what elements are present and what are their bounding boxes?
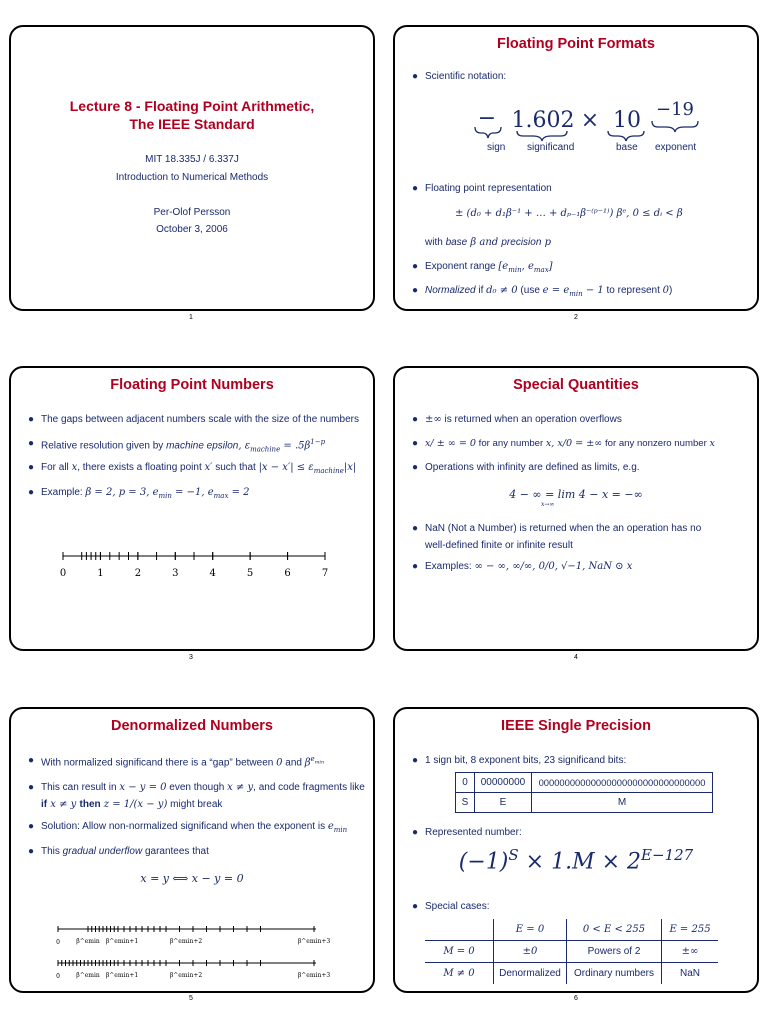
sc-header-e0: E = 0 [494, 919, 567, 941]
precision-line: with base β and precision p [425, 237, 551, 248]
sc-cell: ±0 [494, 941, 567, 963]
slide-title [11, 97, 373, 133]
bullet-problem: ● This can result in x − y = 0 even though x ≠ y, and code fragments like if x ≠ y then z = 1/(x − y) might break [28, 782, 365, 810]
axis-label-2: 2 [134, 568, 142, 579]
bullet-represented: ● Represented number: [412, 827, 522, 838]
axis-label-emin3: β^emin+3 [297, 938, 331, 945]
denormal-number-lines [46, 921, 346, 991]
bullet-fp-representation: ● Floating point representation [412, 183, 552, 194]
sc-header-e255: E = 255 [662, 919, 719, 941]
limit-formula: 4 − ∞ = lim 4 − x = −∞ [509, 488, 643, 501]
axis-label-emin3-b: β^emin+3 [297, 972, 331, 979]
page-number: 3 [189, 654, 193, 661]
slide-title: Denormalized Numbers [111, 718, 273, 734]
bit-exponent: 00000000 [475, 773, 532, 793]
sc-header-mid: 0 < E < 255 [567, 919, 662, 941]
bullet-gradual-underflow: ● This gradual underflow garantees that [28, 846, 209, 857]
slide-1 [9, 25, 375, 311]
table-row [425, 941, 718, 963]
bullet-scientific: ● Scientific notation: [412, 71, 507, 82]
sc-cell: NaN [662, 963, 719, 985]
slide-title: IEEE Single Precision [501, 718, 651, 734]
axis-label-6: 6 [284, 568, 291, 579]
axis-label-0-b: 0 [56, 973, 60, 980]
sc-row-mnot0: M ≠ 0 [443, 968, 475, 979]
field-m: M [532, 793, 713, 813]
title-line-1: Lecture 8 - Floating Point Arithmetic, [69, 98, 315, 114]
sci-significand: 1.602 [511, 108, 575, 133]
axis-label-emin: β^emin [76, 938, 100, 945]
bullet-machine-epsilon: ● Relative resolution given by machine epsilon, $\varepsilon_{machine} = .5\beta^{1-p}$ [28, 438, 326, 454]
bullet-overflow: ● ±∞ is returned when an operation overflows [412, 414, 622, 425]
axis-label-emin1-b: β^emin+1 [105, 972, 139, 979]
bullet-gaps: ● The gaps between adjacent numbers scale with the size of the numbers [28, 414, 359, 425]
bullet-nan: ● NaN (Not a Number) is returned when the an operation has no well-defined finite or infinite result [412, 523, 702, 551]
bullet-bits: ● 1 sign bit, 8 exponent bits, 23 significand bits: [412, 755, 627, 766]
bullet-gap: ● With normalized significand there is a “gap” between 0 and $\beta^{e_{min}}$ [28, 755, 325, 769]
bullet-solution: ● Solution: Allow non-normalized significand when the exponent is $e_{min}$ [28, 821, 348, 834]
bullet-special-cases: ● Special cases: [412, 901, 490, 912]
slide-title: Floating Point Formats [497, 36, 655, 52]
axis-label-emin2: β^emin+2 [169, 938, 203, 945]
axis-label-7: 7 [321, 568, 329, 579]
axis-label-emin-b: β^emin [76, 972, 100, 979]
slide-title: Special Quantities [513, 377, 639, 393]
field-e: E [475, 793, 532, 813]
bullet-division: ● x/ ± ∞ = 0 for any number x, x/0 = ±∞ for any nonzero number x [412, 438, 715, 449]
axis-label-emin1: β^emin+1 [105, 938, 139, 945]
sci-sign: − [477, 106, 497, 131]
axis-label-4: 4 [209, 568, 216, 579]
bit-sign: 0 [456, 773, 475, 793]
axis-label-0: 0 [59, 568, 67, 579]
table-row [456, 793, 713, 813]
sc-cell: Denormalized [494, 963, 567, 985]
title-line-2: The IEEE Standard [129, 116, 255, 132]
bit-mantissa: 00000000000000000000000000000000 [532, 773, 713, 793]
page-number: 1 [189, 314, 193, 321]
special-cases-table [425, 919, 718, 984]
page-number: 5 [189, 995, 193, 1002]
label-significand: significand [527, 142, 575, 153]
course-name: Introduction to Numerical Methods [115, 172, 269, 183]
bullet-limits: ● Operations with infinity are defined as limits, e.g. [412, 462, 640, 473]
sci-base: 10 [613, 108, 641, 133]
number-line [51, 548, 341, 588]
limit-subscript: x→∞ [541, 501, 555, 508]
sc-row-m0: M = 0 [443, 946, 475, 957]
table-row [456, 773, 713, 793]
slide-title: Floating Point Numbers [110, 377, 274, 393]
field-s: S [456, 793, 475, 813]
slide-5 [9, 707, 375, 993]
course-number: MIT 18.335J / 6.337J [145, 154, 239, 165]
represented-formula: $(-1)^S \times 1.M \times 2^{E-127}$ [458, 846, 694, 875]
sc-cell: Powers of 2 [567, 941, 662, 963]
table-row [425, 963, 718, 985]
brace-exponent [652, 121, 698, 132]
bit-layout-table [455, 772, 713, 813]
axis-label-3: 3 [172, 568, 179, 579]
equivalence-formula: x = y ⟺ x − y = 0 [140, 872, 244, 885]
slide-2 [393, 25, 759, 311]
label-sign: sign [487, 142, 506, 153]
page-number: 4 [574, 654, 578, 661]
axis-label-5: 5 [246, 568, 254, 579]
axis-label-1: 1 [97, 568, 104, 579]
sci-exponent: −19 [656, 99, 694, 120]
table-row [425, 919, 718, 941]
page-number: 2 [574, 314, 578, 321]
slide-3 [9, 366, 375, 651]
bullet-examples: ● Examples: ∞ − ∞, ∞/∞, 0/0, √−1, NaN ⊙ x [412, 561, 633, 572]
slide-6 [393, 707, 759, 993]
sci-times: × [580, 108, 600, 133]
page-number: 6 [574, 995, 578, 1002]
label-exponent: exponent [655, 142, 697, 153]
axis-label-0: 0 [56, 939, 60, 946]
sc-cell: ±∞ [662, 941, 719, 963]
bullet-normalized: ● Normalized if d₀ ≠ 0 (use $e = e_{min} - 1$ to represent 0) [412, 285, 673, 298]
fp-formula: ± (d₀ + d₁β⁻¹ + … + dₚ₋₁β⁻⁽ᵖ⁻¹⁾) βᵉ, 0 ≤ dᵢ < β [455, 208, 683, 219]
label-base: base [616, 142, 638, 153]
bullet-example: ● Example: β = 2, p = 3, $e_{min} = -1$, $e_{max} = 2$ [28, 487, 250, 500]
date: October 3, 2006 [156, 224, 228, 235]
bullet-exponent-range: ● Exponent range [$e_{min}$, $e_{max}$] [412, 261, 553, 274]
author: Per-Olof Persson [153, 207, 231, 218]
axis-label-emin2-b: β^emin+2 [169, 972, 203, 979]
bullet-existence: ● For all x, there exists a floating point x′ such that $|x - x'| \le \varepsilon_{machine}|x|$ [28, 462, 357, 475]
slide-4 [393, 366, 759, 651]
sc-cell: Ordinary numbers [567, 963, 662, 985]
sc-header-corner [425, 919, 494, 941]
